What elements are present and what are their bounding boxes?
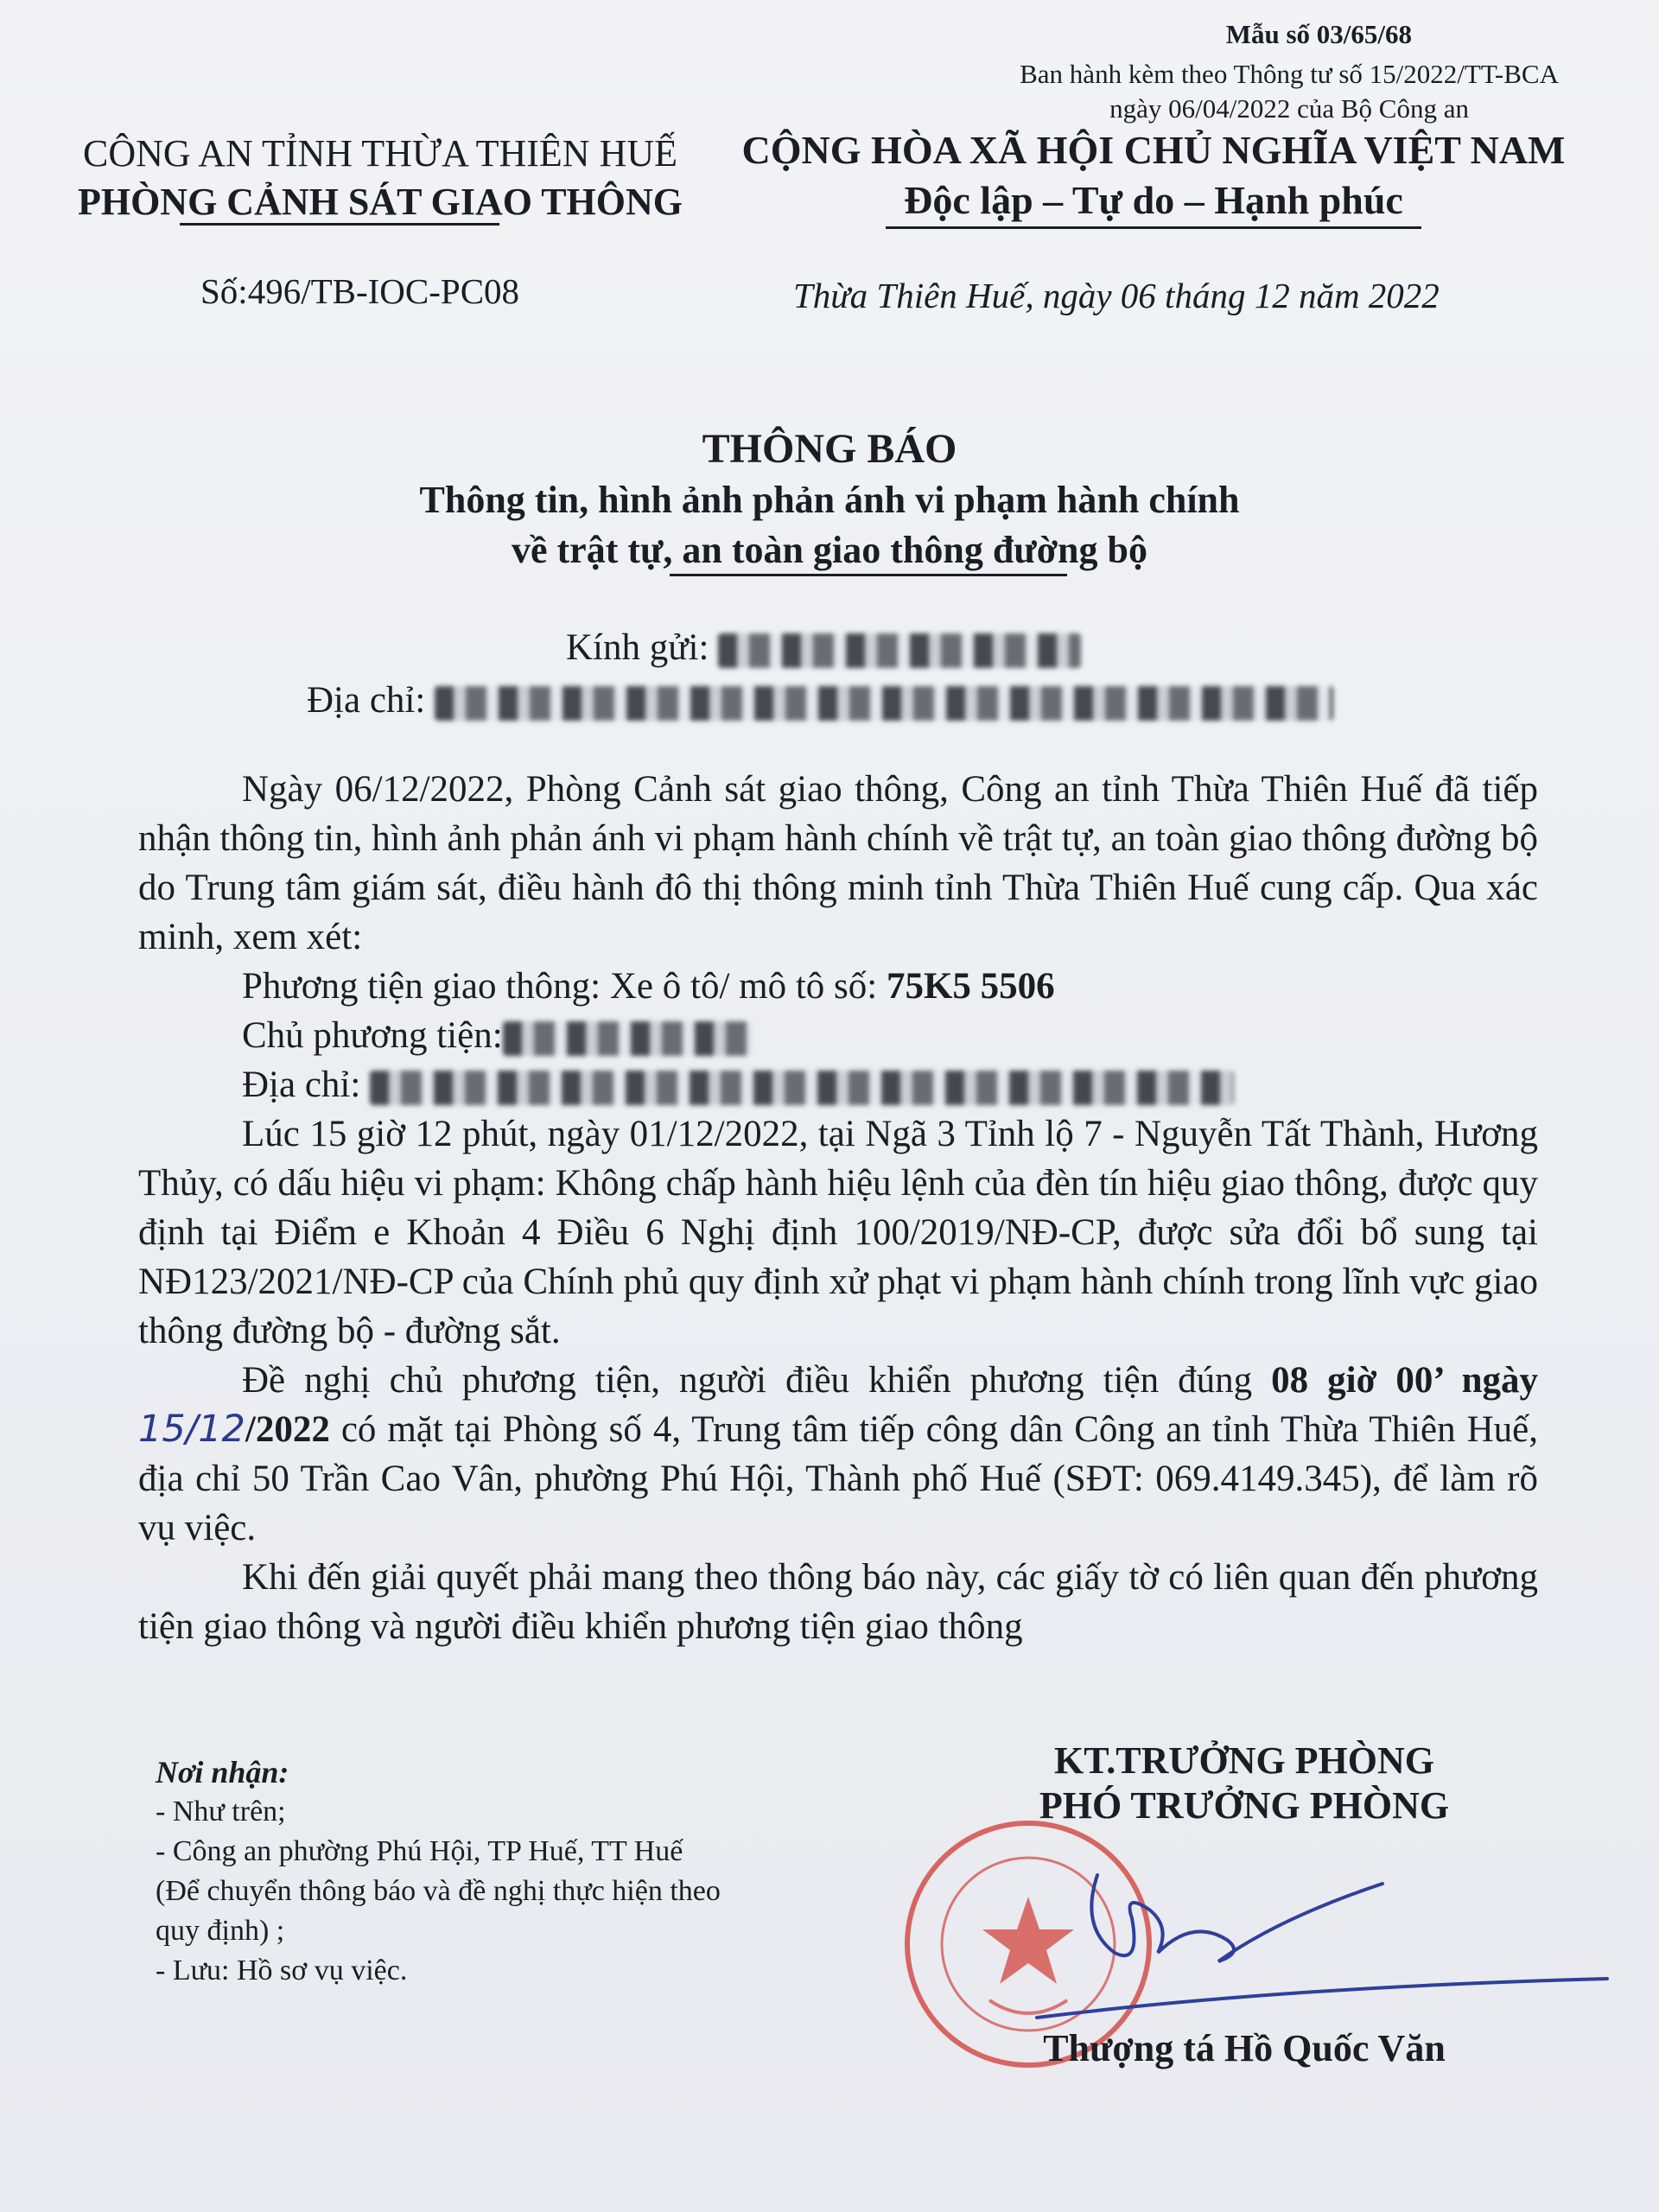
redacted-owner (503, 1021, 753, 1056)
redacted-recipient (718, 633, 1081, 668)
vehicle-line (138, 962, 1538, 1011)
paragraph-documents: Khi đến giải quyết phải mang theo thông báo này, các giấy tờ có liên quan đến phương tiện giao thông và người điều khiển phương tiện giao thông (138, 1557, 1538, 1647)
recipients-heading: Nơi nhận: (156, 1755, 289, 1789)
issued-note (1020, 57, 1559, 126)
summons-time: 08 giờ 00’ ngày (1271, 1360, 1538, 1401)
signature-title (916, 1738, 1573, 1828)
issued-line: Ban hành kèm theo Thông tư số 15/2022/TT-BCA (1020, 59, 1559, 89)
agency-line-1: CÔNG AN TỈNH THỪA THIÊN HUẾ (82, 132, 677, 175)
handwritten-signature-icon (1020, 1858, 1624, 2031)
notice-body (138, 765, 1538, 1651)
document-number: Số:496/TB-IOC-PC08 (200, 271, 520, 311)
document-subtitle (0, 475, 1659, 575)
owner-address-line (138, 1060, 1538, 1109)
national-heading (734, 125, 1573, 226)
address-label: Địa chỉ: (307, 680, 426, 721)
paragraph-summons (138, 1356, 1538, 1553)
subtitle-underline (670, 574, 1067, 576)
summons-details: có mặt tại Phòng số 4, Trung tâm tiếp công dân Công an tỉnh Thừa Thiên Huế, địa chỉ 50 Trần Cao Vân, phường Phú Hội, Thành phố Huế (SĐT: 069.4149.345), để làm rõ vụ việc. (138, 1409, 1538, 1548)
recipient-line (566, 626, 1081, 669)
agency-underline (180, 223, 499, 226)
subtitle-line-1: Thông tin, hình ảnh phản ánh vi phạm hành chính (419, 479, 1240, 521)
owner-label: Chủ phương tiện: (242, 1015, 503, 1056)
recipient-item: - Công an phường Phú Hội, TP Huế, TT Huế (156, 1835, 683, 1867)
redacted-address (435, 686, 1333, 721)
vehicle-plate: 75K5 5506 (886, 966, 1055, 1007)
paragraph-intro: Ngày 06/12/2022, Phòng Cảnh sát giao thông, Công an tỉnh Thừa Thiên Huế đã tiếp nhận thông tin, hình ảnh phản ánh vi phạm hành chính về trật tự, an toàn giao thông đường bộ do Trung tâm giám sát, điều hành đô thị thông minh tỉnh Thừa Thiên Huế cung cấp. Qua xác minh, xem xét: (138, 769, 1538, 957)
issued-line: ngày 06/04/2022 của Bộ Công an (1109, 93, 1469, 124)
summons-intro: Đề nghị chủ phương tiện, người điều khiển phương tiện đúng (242, 1360, 1272, 1401)
recipient-address-line (307, 679, 1333, 721)
recipient-item: quy định) ; (156, 1915, 285, 1947)
handwritten-date: 15/12 (138, 1408, 245, 1451)
paragraph-violation: Lúc 15 giờ 12 phút, ngày 01/12/2022, tại Ngã 3 Tỉnh lộ 7 - Nguyễn Tất Thành, Hương Thủy, có dấu hiệu vi phạm: Không chấp hành hiệu lệnh của đèn tín hiệu giao thông, được quy định tại Điểm e Khoản 4 Điều 6 Nghị định 100/2019/NĐ-CP, được sửa đổi bổ sung tại NĐ123/2021/NĐ-CP của Chính phủ quy định xử phạt vi phạm hành chính trong lĩnh vực giao thông đường bộ - đường sắt. (138, 1114, 1538, 1351)
signature-title-line-2: PHÓ TRƯỞNG PHÒNG (1039, 1784, 1450, 1827)
agency-line-2: PHÒNG CẢNH SÁT GIAO THÔNG (77, 181, 683, 223)
recipient-label: Kính gửi: (566, 627, 709, 668)
signature-title-line-1: KT.TRƯỞNG PHÒNG (1054, 1739, 1434, 1782)
issuing-agency (60, 130, 700, 226)
vehicle-label: Phương tiện giao thông: Xe ô tô/ mô tô số: (242, 966, 887, 1007)
place-date: Thừa Thiên Huế, ngày 06 tháng 12 năm 2022 (793, 276, 1440, 315)
document-title: THÔNG BÁO (702, 426, 957, 472)
redacted-owner-address (370, 1071, 1234, 1105)
recipient-item: - Lưu: Hồ sơ vụ việc. (156, 1955, 408, 1986)
owner-line (138, 1011, 1538, 1060)
form-number: Mẫu số 03/65/68 (1225, 19, 1412, 49)
subtitle-line-2: về trật tự, an toàn giao thông đường bộ (511, 529, 1147, 571)
recipients-list (156, 1752, 721, 1991)
recipient-item: - Như trên; (156, 1796, 286, 1827)
recipient-item: (Để chuyển thông báo và đề nghị thực hiện theo (156, 1875, 721, 1907)
nation-line-1: CỘNG HÒA XÃ HỘI CHỦ NGHĨA VIỆT NAM (741, 128, 1566, 172)
signer-name: Thượng tá Hồ Quốc Văn (1043, 2027, 1446, 2069)
owner-address-label: Địa chỉ: (242, 1065, 361, 1105)
nation-motto: Độc lập – Tự do – Hạnh phúc (904, 178, 1403, 222)
summons-year: /2022 (245, 1409, 330, 1450)
motto-underline (886, 226, 1421, 229)
